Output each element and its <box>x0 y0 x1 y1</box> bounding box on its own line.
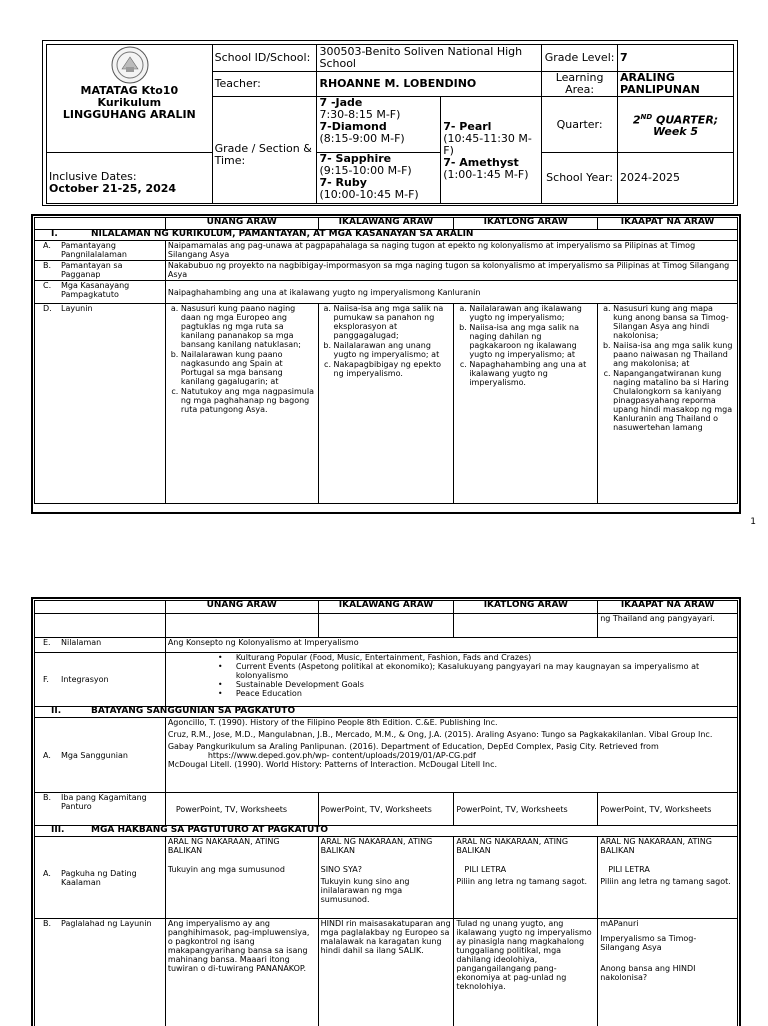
lesson-table-page1 <box>31 214 741 514</box>
pa-day3-body: Piliin ang letra ng tamang sagot. <box>456 877 595 886</box>
col-head-day1: UNANG ARAW <box>165 218 318 230</box>
row-e-label-text: Nilalaman <box>61 638 101 647</box>
pa-day2-body: Tukuyin kung sino ang inilalarawan ng mga sumusunod. <box>321 877 452 904</box>
col-head-day1-2: UNANG ARAW <box>165 601 318 614</box>
objective-day2-b: b. Nailalarawan ang unang yugto ng imperyalismo; at <box>334 341 452 359</box>
header-table <box>46 44 734 204</box>
title-cell <box>47 45 213 153</box>
cont-day2 <box>318 614 454 638</box>
reference-item: Cruz, R.M., Jose, M.D., Mangulabnan, J.B., Mercado, M.M., & Ong, J.A. (2015). Araling Asyano: Tungo sa Pagkakakilanlan. Vibal Group Inc. <box>168 730 735 739</box>
row-a-key: A. <box>37 241 61 259</box>
pa-day4-sub: PILI LETRA <box>600 865 735 874</box>
row-e-value: Ang Konsepto ng Kolonyalismo at Imperyalismo <box>165 638 737 653</box>
section-pearl: 7- Pearl <box>443 121 539 133</box>
row-d-label-text: Layunin <box>61 304 93 313</box>
row-f-key: F. <box>37 675 61 684</box>
quarter-number: 2 <box>633 113 641 126</box>
reference-item: McDougal Litell. (1990). World History: Patterns of Interaction. McDougal Litell Inc. <box>168 760 735 769</box>
teacher-label: Teacher: <box>212 72 317 97</box>
col-head-day2-2: IKALAWANG ARAW <box>318 601 454 614</box>
grade-section-label: Grade / Section & Time: <box>212 97 317 204</box>
section-2-number: II. <box>37 707 91 716</box>
row-pb-label <box>35 919 166 1026</box>
row-pa-label <box>35 837 166 919</box>
row-pa-day3 <box>454 837 598 919</box>
row-c-label-text: Mga Kasanayang Pampagkatuto <box>61 281 163 299</box>
section-pearl-time: (10:45-11:30 M-F) <box>443 133 539 157</box>
col-head-day3: IKATLONG ARAW <box>454 218 598 230</box>
row-ib-day2: PowerPoint, TV, Worksheets <box>318 793 454 826</box>
row-pb-day3: Tulad ng unang yugto, ang ikalawang yugto ng imperyalismo ay pinasigla nang magkahalong tunggaliang politikal, mga dahilang ideolohiya, pangangailangang pang-ekonomiya at pag-unlad ng teknolohiya. <box>454 919 598 1026</box>
header-box <box>42 40 738 206</box>
grade-level-label: Grade Level: <box>542 45 618 72</box>
section-3-title: MGA HAKBANG SA PAGTUTURO AT PAGKATUTO <box>91 825 328 835</box>
objective-day3-a: a. Nailalarawan ang ikalawang yugto ng imperyalismo; <box>469 304 595 322</box>
row-pa-day2 <box>318 837 454 919</box>
row-c-value: Naipaghahambing ang una at ikalawang yugto ng imperyalismong Kanluranin <box>165 281 737 304</box>
learning-area-value: ARALING PANLIPUNAN <box>618 72 734 97</box>
pb-day4-line2: Imperyalismo sa Timog-Silangang Asya <box>600 934 735 952</box>
row-e-key: E. <box>37 638 61 647</box>
school-year-value: 2024-2025 <box>618 153 734 204</box>
section-sapphire-time: (9:15-10:00 M-F) <box>319 165 438 177</box>
objective-day4-c: c. Napangangatwiranan kung naging matalino ba si Haring Chulalongkorn sa kaniyang pinagpasyahang reporma upang hindi masakop ng mga Kanluranin ang Thailand o nasuwertehan lamang <box>613 369 735 432</box>
section-diamond: 7-Diamond <box>319 121 438 133</box>
row-b-value: Nakabubuo ng proyekto na nagbibigay-impormasyon sa mga naging tugon sa kolonyalismo at imperyalismo sa Pilipinas at Timog Silangang Asya <box>165 261 737 281</box>
pa-day2-head: ARAL NG NAKARAAN, ATING BALIKAN <box>321 837 452 855</box>
section-jade: 7 -Jade <box>319 97 438 109</box>
section-2-heading <box>35 707 738 718</box>
objectives-day2 <box>321 304 452 378</box>
section-3-number: III. <box>37 826 91 835</box>
row-pb-day4 <box>598 919 738 1026</box>
row-ib-label <box>35 793 166 826</box>
inclusive-dates: October 21-25, 2024 <box>49 183 210 195</box>
objective-day1-b: b. Nailalarawan kung paano nagkasundo ang Spain at Portugal sa mga bansang kanilang gagalugarin; at <box>181 350 316 386</box>
row-f-label <box>35 653 166 707</box>
row-b-label <box>35 261 166 281</box>
cont-day1 <box>165 614 318 638</box>
row-f-label-text: Integrasyon <box>61 675 109 684</box>
objective-day2-a: a. Naiisa-isa ang mga salik na pumukaw sa panahon ng eksplorasyon at panggagalugad; <box>334 304 452 340</box>
title-line-3: LINGGUHANG ARALIN <box>47 109 212 121</box>
school-year-label: School Year: <box>542 153 618 204</box>
section-ruby-time: (10:00-10:45 M-F) <box>319 189 438 201</box>
learning-area-label: Learning Area: <box>542 72 618 97</box>
objective-day4-b: b. Naiisa-isa ang mga salik kung paano naiwasan ng Thailand ang makolonisa; at <box>613 341 735 368</box>
row-a-label-text: Pamantayang Pangnilalalaman <box>61 241 163 259</box>
section-1-number: I. <box>37 230 91 239</box>
section-3-heading <box>35 826 738 837</box>
col-head-blank <box>35 218 166 230</box>
col-head-day4: IKAAPAT NA ARAW <box>598 218 738 230</box>
row-a-value: Naipamamalas ang pag-unawa at pagpapahalaga sa naging tugon at epekto ng kolonyalismo at imperyalismo sa Pilipinas at Timog Silangang Asya <box>165 241 737 261</box>
section-2-title: BATAYANG SANGGUNIAN SA PAGKATUTO <box>91 706 295 716</box>
col-head-blank-2 <box>35 601 166 614</box>
section-1-heading <box>35 230 738 241</box>
inclusive-dates-cell <box>47 153 213 204</box>
quarter-suffix: ND <box>641 113 653 121</box>
school-value: 300503-Benito Soliven National High School <box>317 45 542 72</box>
row-pa-day4 <box>598 837 738 919</box>
row-d-label <box>35 304 166 504</box>
section-pearl-amethyst <box>441 97 542 204</box>
section-jade-diamond <box>317 97 441 153</box>
pa-day4-head: ARAL NG NAKARAAN, ATING BALIKAN <box>600 837 735 855</box>
section-sapphire: 7- Sapphire <box>319 153 438 165</box>
quarter-label: Quarter: <box>542 97 618 153</box>
cont-day4: ng Thailand ang pangyayari. <box>598 614 738 638</box>
row-pb-day1: Ang imperyalismo ay ang panghihimasok, pag-impluwensiya, o pagkontrol ng isang makapangyarihang bansa sa isang mahinang bansa. Maaari itong tuwiran o di-tuwirang PANANAKOP. <box>165 919 318 1026</box>
quarter-value <box>618 97 734 153</box>
objective-day1-c: c. Natutukoy ang mga nagpasimula ng mga paghahanap ng bagong ruta patungong Asya. <box>181 387 316 414</box>
section-amethyst-time: (1:00-1:45 M-F) <box>443 169 539 181</box>
pa-day3-sub: PILI LETRA <box>456 865 595 874</box>
row-f-value <box>165 653 737 707</box>
col-head-day2: IKALAWANG ARAW <box>318 218 454 230</box>
integration-item: • Sustainable Development Goals <box>218 680 735 689</box>
section-ruby: 7- Ruby <box>319 177 438 189</box>
objective-day2-c: c. Nakapagbibigay ng epekto ng imperyalismo. <box>334 360 452 378</box>
row-ma-label-text: Mga Sanggunian <box>61 751 128 760</box>
row-ma-value <box>165 718 737 793</box>
integration-item: • Peace Education <box>218 689 735 698</box>
objectives-day1 <box>168 304 316 414</box>
pa-day2-sub: SINO SYA? <box>321 865 452 874</box>
row-b-label-text: Pamantayan sa Pagganap <box>61 261 163 279</box>
school-label: School ID/School: <box>212 45 317 72</box>
cont-blank <box>35 614 166 638</box>
row-c-key: C. <box>37 281 61 299</box>
row-ib-day3: PowerPoint, TV, Worksheets <box>454 793 598 826</box>
objective-day3-c: c. Napaghahambing ang una at ikalawang yugto ng imperyalismo. <box>469 360 595 387</box>
row-c-label <box>35 281 166 304</box>
row-d-day1 <box>165 304 318 504</box>
integration-item: • Current Events (Aspetong politikal at ekonomiko); Kasalukuyang pangyayari na may kaugnayan sa imperyalismo at kolonyalismo <box>218 662 735 680</box>
section-amethyst: 7- Amethyst <box>443 157 539 169</box>
row-ib-day4: PowerPoint, TV, Worksheets <box>598 793 738 826</box>
grade-level-value: 7 <box>618 45 734 72</box>
deped-seal-icon <box>110 45 150 85</box>
teacher-value: RHOANNE M. LOBENDINO <box>317 72 542 97</box>
pa-day4-body: Piliin ang letra ng tamang sagot. <box>600 877 735 886</box>
lesson-table-1 <box>34 217 738 504</box>
objectives-day4 <box>600 304 735 432</box>
row-pb-day2: HINDI rin maisasakatuparan ang mga paglalakbay ng Europeo sa malalawak na karagatan kung hindi dahil sa ilang SALIK. <box>318 919 454 1026</box>
row-ib-key: B. <box>37 793 61 811</box>
inclusive-label: Inclusive Dates: <box>49 171 210 183</box>
row-d-day4 <box>598 304 738 504</box>
row-e-label <box>35 638 166 653</box>
row-pb-key: B. <box>37 919 61 928</box>
row-pa-key: A. <box>37 869 61 887</box>
title-line-1: MATATAG Kto10 <box>47 85 212 97</box>
row-d-day2 <box>318 304 454 504</box>
row-d-day3 <box>454 304 598 504</box>
section-diamond-time: (8:15-9:00 M-F) <box>319 133 438 145</box>
pa-day1-body: Tukuyin ang mga sumusunod <box>168 865 316 874</box>
objectives-day3 <box>456 304 595 387</box>
row-pb-label-text: Paglalahad ng Layunin <box>61 919 152 928</box>
row-b-key: B. <box>37 261 61 279</box>
objective-day4-a: a. Nasusuri kung ang mapa kung anong bansa sa Timog-Silangan Asya ang hindi nakolonisa; <box>613 304 735 340</box>
pb-day4-line3: Anong bansa ang HINDI nakolonisa? <box>600 964 735 982</box>
col-head-day4-2: IKAAPAT NA ARAW <box>598 601 738 614</box>
section-1-title: NILALAMAN NG KURIKULUM, PAMANTAYAN, AT MGA KASANAYAN SA ARALIN <box>91 229 473 239</box>
pb-day4-line1: mAPanuri <box>600 919 735 928</box>
row-a-label <box>35 241 166 261</box>
col-head-day3-2: IKATLONG ARAW <box>454 601 598 614</box>
reference-item: Gabay Pangkurikulum sa Araling Panlipunan. (2016). Department of Education, DepEd Complex, Pasig City. Retrieved from https://www.deped.gov.ph/wp- content/uploads/2019/01/AP-CG.pdf <box>168 742 735 760</box>
section-jade-time: 7:30-8:15 M-F) <box>319 109 438 121</box>
row-ib-label-text: Iba pang Kagamitang Panturo <box>61 793 163 811</box>
objective-day3-b: b. Naiisa-isa ang mga salik na naging dahilan ng pagkakaroon ng ikalawang yugto ng imperyalismo; at <box>469 323 595 359</box>
row-pa-day1 <box>165 837 318 919</box>
objective-day1-a: a. Nasusuri kung paano naging daan ng mga Europeo ang pagtuklas ng mga ruta sa kanilang pananakop sa mga bansang kanilang natuklasan; <box>181 304 316 349</box>
row-ib-day1: PowerPoint, TV, Worksheets <box>165 793 318 826</box>
row-ma-label <box>35 718 166 793</box>
title-line-2: Kurikulum <box>47 97 212 109</box>
row-pa-label-text: Pagkuha ng Dating Kaalaman <box>61 869 163 887</box>
pa-day1-head: ARAL NG NAKARAAN, ATING BALIKAN <box>168 837 316 855</box>
cont-day3 <box>454 614 598 638</box>
page-number: 1 <box>750 517 756 527</box>
section-sapphire-ruby <box>317 153 441 204</box>
reference-item: Agoncillo, T. (1990). History of the Filipino People 8th Edition. C.&E. Publishing Inc. <box>168 718 735 727</box>
row-d-key: D. <box>37 304 61 313</box>
lesson-table-page2 <box>31 597 741 1026</box>
row-ma-key: A. <box>37 751 61 760</box>
integration-item: • Kulturang Popular (Food, Music, Entertainment, Fashion, Fads and Crazes) <box>218 653 735 662</box>
lesson-table-2 <box>34 600 738 1026</box>
pa-day3-head: ARAL NG NAKARAAN, ATING BALIKAN <box>456 837 595 855</box>
quarter-text: QUARTER; Week 5 <box>652 113 718 138</box>
